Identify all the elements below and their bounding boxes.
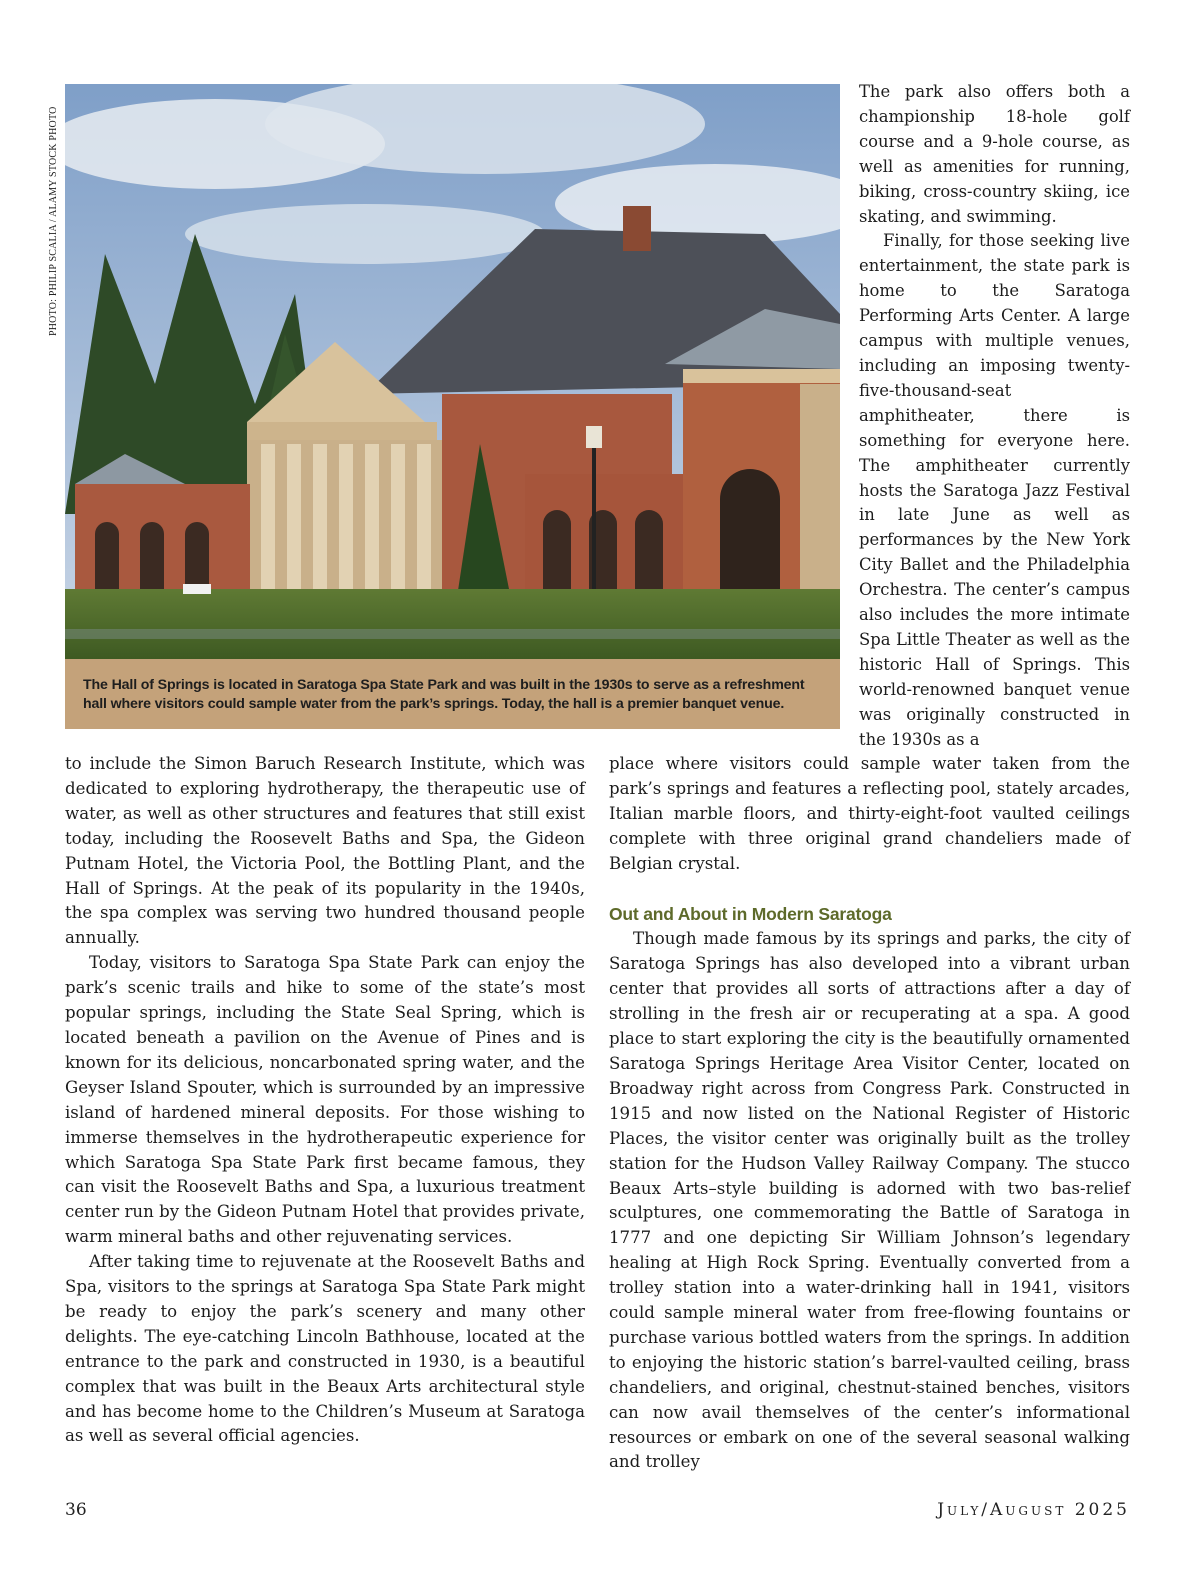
left-column	[65, 752, 585, 1449]
paragraph: After taking time to rejuvenate at the Roosevelt Baths and Spa, visitors to the springs at Saratoga Spa State Park might be ready to enjoy the park’s scenery and many other delights. The eye-catching Lincoln Bathhouse, located at the entrance to the park and constructed in 1930, is a beautiful complex that was built in the Beaux Arts architectural style and has become home to the Children’s Museum at Saratoga as well as several official agencies.	[65, 1252, 585, 1446]
issue-date: July/August 2025	[937, 1500, 1130, 1520]
paragraph: to include the Simon Baruch Research Institute, which was dedicated to exploring hydrotherapy, the therapeutic use of water, as well as other structures and features that still exist today, including the Roosevelt Baths and Spa, the Gideon Putnam Hotel, the Victoria Pool, the Bottling Plant, and the Hall of Springs. At the peak of its popularity in the 1940s, the spa complex was serving two hundred thousand people annually.	[65, 754, 585, 948]
hall-of-springs-photo	[65, 84, 840, 659]
paragraph: Though made famous by its springs and parks, the city of Saratoga Springs has also developed into a vibrant urban center that provides all sorts of attractions after a day of strolling in the fresh air or recuperating at a spa. A good place to start exploring the city is the beautifully ornamented Saratoga Springs Heritage Area Visitor Center, located on Broadway right across from Congress Park. Constructed in 1915 and now listed on the National Register of Historic Places, the visitor center was originally built as the trolley station for the Hudson Valley Railway Company. The stucco Beaux Arts–style building is adorned with two bas-relief sculptures, one commemorating the Battle of Saratoga in 1777 and one depicting Sir William Johnson’s legendary healing at High Rock Spring. Eventually converted from a trolley station into a water-drinking hall in 1941, visitors could sample mineral water from free-flowing fountains or purchase various bottled waters from the springs. In addition to enjoying the historic station’s barrel-vaulted ceiling, brass chandeliers, and original, chestnut-stained benches, visitors can now avail themselves of the center’s informational resources or embark on one of the several seasonal walking and trolley	[609, 929, 1130, 1472]
photo-credit: PHOTO: PHILIP SCALIA / ALAMY STOCK PHOTO	[48, 106, 59, 336]
section-heading: Out and About in Modern Saratoga	[609, 903, 892, 924]
right-column-top	[859, 80, 1130, 752]
paragraph: Today, visitors to Saratoga Spa State Park can enjoy the park’s scenic trails and hike to some of the state’s most popular springs, including the State Seal Spring, which is located beneath a pavilion on the Avenue of Pines and is known for its delicious, noncarbonated spring water, and the Geyser Island Spouter, which is surrounded by an impressive island of hardened mineral deposits. For those wishing to immerse themselves in the hydrotherapeutic experience for which Saratoga Spa State Park first became famous, they can visit the Roosevelt Baths and Spa, a luxurious treatment center run by the Gideon Putnam Hotel that provides private, warm mineral baths and other rejuvenating services.	[65, 953, 585, 1247]
page-number: 36	[65, 1500, 87, 1520]
photo-figure	[65, 84, 840, 729]
paragraph: The park also offers both a championship 18-hole golf course and a 9-hole course, as well as amenities for running, biking, cross-country skiing, ice skating, and swimming.	[859, 82, 1130, 226]
photo-caption: The Hall of Springs is located in Saratoga Spa State Park and was built in the 1930s to serve as a refreshment hall where visitors could sample water from the park’s springs. Today, the hall is a premier banquet venue.	[83, 677, 805, 712]
paragraph: place where visitors could sample water taken from the park’s springs and features a reflecting pool, stately arcades, Italian marble floors, and thirty-eight-foot vaulted ceilings complete with three original grand chandeliers made of Belgian crystal.	[609, 754, 1130, 873]
paragraph: Finally, for those seeking live entertainment, the state park is home to the Saratoga Performing Arts Center. A large campus with multiple venues, including an imposing twenty-five-thousand-seat amphitheater, there is something for everyone here. The amphitheater currently hosts the Saratoga Jazz Festival in late June as well as performances by the New York City Ballet and the Philadelphia Orchestra. The center’s campus also includes the more intimate Spa Little Theater as well as the historic Hall of Springs. This world-renowned banquet venue was originally constructed in the 1930s as a	[859, 231, 1130, 749]
right-column-bottom	[609, 752, 1130, 1475]
